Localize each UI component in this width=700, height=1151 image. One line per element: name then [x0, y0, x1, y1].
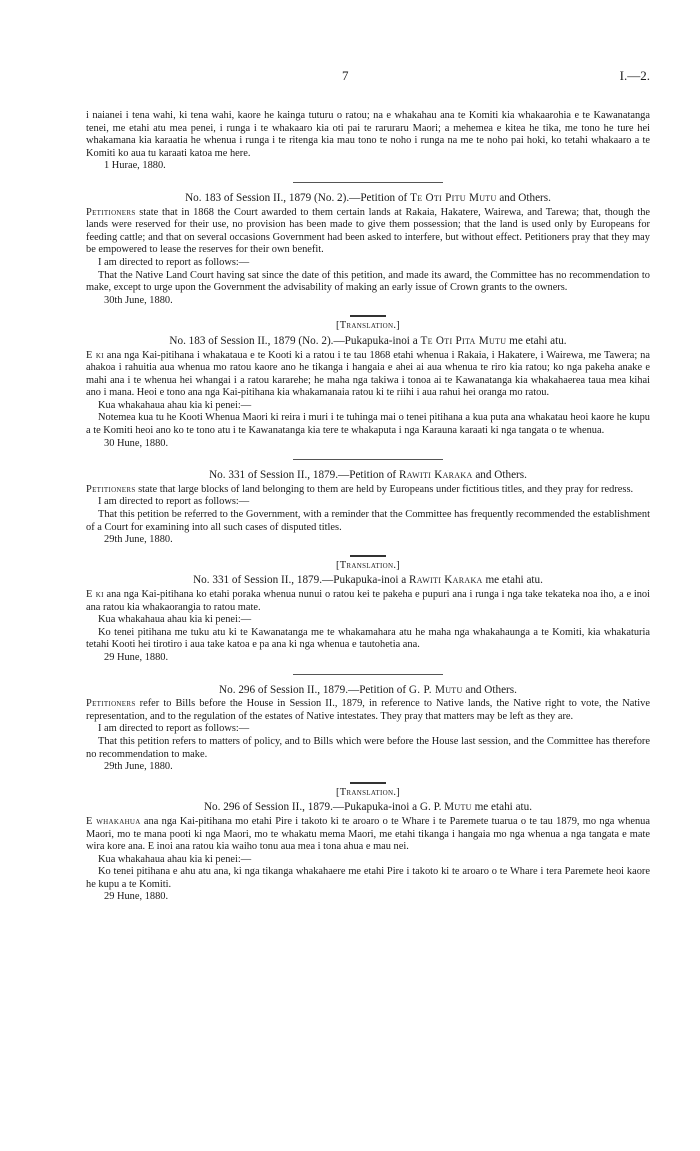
- section-divider: [293, 182, 443, 183]
- report-date: 29th June, 1880.: [104, 534, 173, 546]
- translation-body: E whakahua ana nga Kai-pitihana mo etahi Pire i takoto ki te aroaro o te Whare i te Paremete tuarua o te tau 1879, mo nga whenua Maori, mo te mana pooti ki nga Maori, mo te whakatu mema Maori, me etahi tikanga i hangaia mo nga whenua a nga tangata e mate wira kore ana. E inoi ana ratou kia waiho tonu aua mea i tona ahua e mau nei.: [86, 815, 650, 853]
- translation-divider: [350, 555, 386, 557]
- document-reference: I.—2.: [619, 68, 650, 83]
- petition-section: [86, 469, 650, 664]
- section-divider: [293, 674, 443, 675]
- translation-directed-line: Kua whakahaua ahau kia ki penei:—: [98, 853, 252, 865]
- report-text: That the Native Land Court having sat since the date of this petition, and made its award, the Committee has no recommendation to make, except to urge upon the Government the advisability of making an early issue of Crown grants to the owners.: [86, 269, 650, 294]
- translation-report-text: Notemea kua tu he Kooti Whenua Maori ki reira i muri i te tuhinga mai o tenei pitihana a kua puta ana whakatau heoi kaore he kupu a te Komiti heoi ano ko te tono atu i te Kawanatanga kia tere te whakaputa i nga Karauna karaati ki nga tangata o te whenua.: [86, 412, 650, 437]
- petition-title: No. 183 of Session II., 1879 (No. 2).—Petition of Te Oti Pitu Mutu and Others.: [185, 191, 551, 204]
- translation-date: 29 Hune, 1880.: [104, 651, 169, 663]
- translation-title: No. 183 of Session II., 1879 (No. 2).—Pukapuka-inoi a Te Oti Pita Mutu me etahi atu.: [169, 334, 567, 347]
- translation-directed-line: Kua whakahaua ahau kia ki penei:—: [98, 399, 252, 411]
- petition-title: No. 331 of Session II., 1879.—Petition of Rawiti Karaka and Others.: [209, 469, 527, 482]
- translation-title: No. 296 of Session II., 1879.—Pukapuka-inoi a G. P. Mutu me etahi atu.: [203, 801, 533, 814]
- directed-line: I am directed to report as follows:—: [98, 256, 250, 268]
- intro-date: 1 Hurae, 1880.: [104, 160, 166, 172]
- translation-title: No. 331 of Session II., 1879.—Pukapuka-inoi a Rawiti Karaka me etahi atu.: [193, 574, 543, 587]
- translation-report-text: Ko tenei pitihana e ahu atu ana, ki nga tikanga whakahaere me etahi Pire i takoto ki te aroaro o te Whare i tera Paremete heoi kaore he kupu a te Komiti.: [86, 866, 650, 890]
- petition-body: Petitioners refer to Bills before the House in Session II., 1879, in reference to Native lands, the Native right to vote, the Native representation, and to the regulation of the estates of Native intestates. They pray that matters may be left as they are.: [86, 698, 650, 722]
- translation-label: [Translation.]: [335, 559, 400, 571]
- translation-date: 29 Hune, 1880.: [104, 891, 169, 903]
- petition-body: Petitioners state that in 1868 the Court awarded to them certain lands at Rakaia, Hakatere, Wairewa, and Tarewa; that, though the lands were reserved for their use, no provision has been made to give them possession; that the land is used only by Europeans for feeding cattle; and that on several occasions Government had been asked to interfere, but without effect. Petitioners pray that they may be empowered to lease the reserves for their own benefit.: [86, 206, 650, 256]
- translation-body: E ki ana nga Kai-pitihana ko etahi poraka whenua nunui o ratou kei te pakeha e pupuri ana i runga i nga take tekateka noa iho, a e inoi ana ratou kia whakaorangia to ratou mate.: [86, 589, 650, 613]
- section-divider: [293, 459, 443, 460]
- report-text: That this petition refers to matters of policy, and to Bills which were before the House last session, and the Committee has therefore no recommendation to make.: [86, 735, 650, 760]
- translation-body: E ki ana nga Kai-pitihana i whakataua e te Kooti ki a ratou i te tau 1868 etahi whenua i Rakaia, i Hakatere, i Wairewa, me Tawera; na ahakoa i rahuitia aua whenua mo ratou kaore ano he tikanga i hangaia e ahei ai aua whenua te riro kia ratou; ko nga pakeha anake e mahi ana i te whenua hei whangai i a ratou kararehe; he maha nga takiwa i tonoa ai te Kawanatanga kia whakahaerea taua mea kihai ano i mana. Heoi e tono ana nga Kai-pitihana kia whakamanaia ratou ki te riihi i aua rahui hei oranga mo ratou.: [86, 349, 650, 399]
- intro-paragraph: i naianei i tena wahi, ki tena wahi, kaore he kainga tuturu o ratou; na e whakahau ana te Komiti kia whakaarohia e te Kawanatanga tenei, me etahi atu mea penei, i runga i te whakaaro kia oti pai te raruraru Maori; a mehemea e kitea he tika, me tono he ture hei whakamana kia karaatia he whenua i runga i te ritenga kia mau tono te noho i runga na me te noho pai hoki, ko tetahi whakaaro a te Komiti ko aua tu karaati katoa me here.: [86, 110, 650, 159]
- translation-directed-line: Kua whakahaua ahau kia ki penei:—: [98, 614, 252, 626]
- translation-date: 30 Hune, 1880.: [104, 437, 169, 449]
- petition-title: No. 296 of Session II., 1879.—Petition of G. P. Mutu and Others.: [219, 683, 517, 696]
- translation-label: [Translation.]: [335, 320, 400, 332]
- report-date: 29th June, 1880.: [104, 761, 173, 773]
- page-number: 7: [342, 68, 349, 83]
- page-header: [86, 70, 650, 86]
- document-body: [86, 110, 650, 904]
- translation-label: [Translation.]: [335, 786, 400, 798]
- directed-line: I am directed to report as follows:—: [98, 723, 250, 735]
- report-date: 30th June, 1880.: [104, 294, 173, 306]
- petition-body: Petitioners state that large blocks of land belonging to them are held by Europeans under fictitious titles, and they pray for redress.: [86, 483, 634, 495]
- translation-divider: [350, 315, 386, 317]
- petition-section: [86, 684, 650, 905]
- petition-section: [86, 192, 650, 450]
- translation-report-text: Ko tenei pitihana me tuku atu ki te Kawanatanga me te whakamahara atu he maha nga whakahaunga a te Komiti, kia whakaturia tetahi Kooti hei tirotiro i aua take katoa e pa ana ki nga whenua e tautohetia ana.: [86, 626, 650, 651]
- directed-line: I am directed to report as follows:—: [98, 496, 250, 508]
- translation-divider: [350, 782, 386, 784]
- report-text: That this petition be referred to the Government, with a reminder that the Committee has frequently recommended the establishment of a Court for examining into all such cases of disputed titles.: [86, 509, 650, 533]
